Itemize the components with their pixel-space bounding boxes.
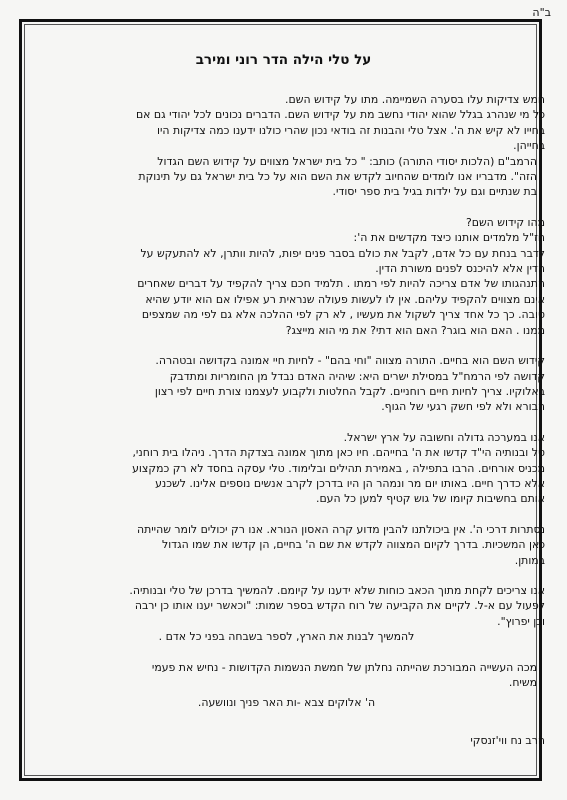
paragraph-1 [28,92,545,154]
text-line: בת שנתיים וגם על ילדות בגיל בית ספר יסודי. [332,185,537,199]
paragraph-6 [28,522,545,568]
signature: הרב נח ווי'זנסקי [470,734,545,747]
text-line: להמשיך לבנות את הארץ, לספר בשבחה בפני כל אדם . [158,630,415,644]
paragraph-4 [28,353,545,415]
text-line: מכניס אורחים. הרבו בתפילה , באמירת תהילים ובלימוד. טלי עסקה בחסד לא רק כמקצוע [132,461,545,475]
paragraph-8 [28,660,545,691]
closing-line: ה' אלוקים צבא -ות האר פניך ונוושעה. [197,696,376,710]
text-line: הרמב"ם (הלכות יסודי התורה) כותב: " כל בית ישראל מצווים על קידוש השם הגדול [157,154,537,168]
text-line: אינם מצווים להקפיד עליהם. אין לו לעשות פעולה שנראית רע אפילו אם הוא יודע שהיא [145,292,545,306]
text-line: אנו צריכים לקחת מתוך הכאב כוחות שלא ידענו על קיומם. להמשיך בדרכן של טלי ובנותיה. [129,583,545,597]
text-line: חמש צדיקות עלו בסערה השמיימה. מתו על קידוש השם. [285,93,545,106]
text-line: ממנו . האם הוא בוגר? האם הוא דתי? את מי הוא מייצג? [285,323,545,337]
text-line: התנהגותו של אדם צריכה להיות לפי רמתו . תלמיד חכם צריך להקפיד על דברים שאחרים [137,277,545,291]
text-line: הבורא ולא לפי חשק רגעי של הגוף. [381,400,545,414]
paragraph-2 [28,154,545,200]
text-line: הדין אלא להיכנס לפנים משורת הדין. [375,262,545,276]
text-line: בחייו לא קיש את ה'. אצל טלי והבנות זה בודאי נכון שהרי כולנו ידענו כמה צדיקות היו [156,123,545,137]
text-line: טל ובנותיה הי"ד קדשו את ה' בחייהם. חיו כאן מתוך אמונה בצדקת הדרך. ניהלו בית רוחני, [132,446,545,460]
paragraph-5 [28,430,545,507]
document-body [28,92,545,711]
text-line: בחייהן. [513,139,545,153]
text-line: במותן. [514,553,545,567]
paragraph-3 [28,215,545,338]
text-line: קדושה לפי הרמח"ל במסילת ישרים היא: שיהיה האדם נבדל מן החומריות ומתדבק [169,369,545,383]
text-line: לפעול עם א-ל. לקיים את הקביעה של רוח הקדש בספר שמות: "וכאשר יענו אותו כן ירבה [134,599,545,613]
text-line: אלא כדרך חיים. באותו יום מר ונמהר הן היו בדרכן לקרב אנשים נוספים אלינו. לשכנע [155,476,545,490]
paragraph-7 [28,583,545,645]
text-line: חז"ל מלמדים אותנו כיצד מקדשים את ה': [353,231,545,245]
text-line: מהו קידוש השם? [465,215,545,229]
text-line: קידוש השם הוא בחיים. התורה מצווה "וחי בהם" - לחיות חיי אמונה בקדושה ובטהרה. [155,354,545,368]
text-line: טובה. כך כל אחד צריך לשקול את מעשיו , לא רק לפי ההלכה אלא גם לפי מה שמצפים [141,308,545,322]
text-line: משיח. [508,676,537,689]
text-line: אותם בחשיבות קיומו של גוש קטיף למען כל העם. [315,492,545,506]
text-line: לדבר בנחת עם כל אדם, לקבל את כולם בסבר פנים יפות, להיות וותרן, לא להתעקש על [140,246,545,260]
text-line: כאן המשכיות. בדרך לקיום המצווה לקדש את שם ה' בחיים, הן קדשו את שמו הגדול [162,538,545,552]
text-line: כל מי שנהרג בגלל שהוא יהודי נחשב מת על קידוש השם. הדברים נכונים לכל יהודי גם אם [135,108,545,122]
page-title: על טלי הילה הדר רוני ומירב [195,52,372,68]
text-line: באלוקיו. צריך לחיות חיים רוחניים. לקבל החלטות ולקבוע לעצמנו צורת חיים לפי רצון [154,384,545,398]
text-line: הזה". מדבריו אנו לומדים שהחיוב לקדש את השם הוא על כל בית ישראל גם על תינוקת [138,170,537,184]
text-line: וכן יפרוץ". [497,614,545,628]
text-line: נסתרות דרכי ה'. אין ביכולתנו להבין מדוע קרה האסון הנורא. אנו רק יכולים לומר שהייתה [136,522,545,536]
header-bsd: ב"ה [532,6,551,19]
text-line: אנו במערכה גדולה וחשובה על ארץ ישראל. [343,430,545,444]
text-line: מכה העשייה המבורכת שהייתה נחלתן של חמשת הנשמות הקדושות - נחיש את פעמי [151,660,537,674]
